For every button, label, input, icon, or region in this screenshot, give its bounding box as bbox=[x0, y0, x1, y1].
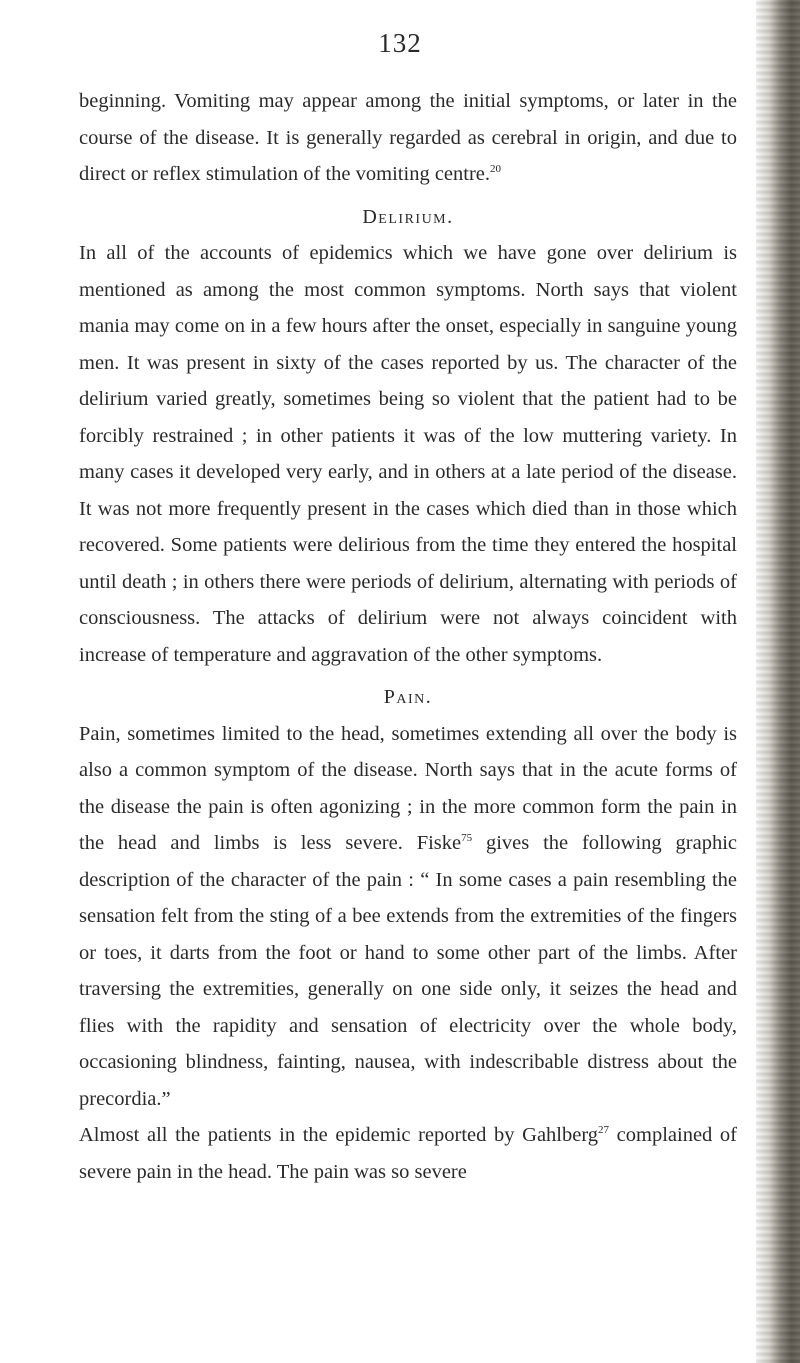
footnote-ref: 27 bbox=[598, 1124, 610, 1137]
section-heading-pain: Pain. bbox=[383, 686, 433, 708]
paragraph-delirium: In all of the accounts of epidemics which we have gone over delirium is mentioned as among the most common symptoms. North says that violent mania may come on in a few hours after the onset, especially in sanguine young men. It was present in sixty of the cases reported by us. The character of the delirium varied greatly, sometimes being so violent that the patient had to be forcibly restrained ; in other patients it was of the low muttering variety. In many cases it developed very early, and in others at a late period of the disease. It was not more frequently present in the cases which died than in those which recovered. Some patients were delirious from the time they entered the hospital until death ; in others there were periods of delirium, alternating with periods of consciousness. The attacks of delirium were not always coincident with increase of temperature and aggravation of the other symptoms. bbox=[79, 242, 737, 666]
page-body bbox=[79, 83, 737, 1190]
paragraph-vomiting bbox=[79, 83, 737, 193]
section-heading-delirium: Delirium. bbox=[362, 205, 454, 228]
page-number: 132 bbox=[378, 28, 422, 58]
paragraph-text: complained of severe pain in the head. The pain was so severe bbox=[79, 1124, 737, 1183]
footnote-ref: 75 bbox=[461, 832, 473, 845]
paragraph-gahlberg bbox=[79, 1117, 737, 1190]
page-edge-shadow bbox=[756, 0, 800, 1363]
paragraph-text: Almost all the patients in the epidemic reported by Gahlberg bbox=[79, 1124, 599, 1146]
paragraph-pain bbox=[79, 716, 737, 1118]
paragraph-text: beginning. Vomiting may appear among the initial symptoms, or later in the course of the disease. It is generally regarded as cerebral in origin, and due to direct or reflex stimulation of the vomiting centre. bbox=[79, 90, 737, 185]
footnote-ref: 20 bbox=[490, 163, 502, 176]
paragraph-text: gives the following graphic description of the character of the pain : “ In some cases a pain resembling the sensation felt from the sting of a bee extends from the extremities of the fingers or toes, it darts from the foot or hand to some other part of the limbs. After traversing the extremities, generally on one side only, it seizes the head and flies with the rapidity and sensation of electricity over the whole body, occasioning blindness, fainting, nausea, with indescribable distress about the precordia.” bbox=[79, 832, 737, 1110]
paragraph-text: Pain, sometimes limited to the head, sometimes extending all over the body is also a common symptom of the disease. North says that in the acute forms of the disease the pain is often agonizing ; in the more common form the pain in the head and limbs is less severe. Fiske bbox=[79, 722, 737, 854]
